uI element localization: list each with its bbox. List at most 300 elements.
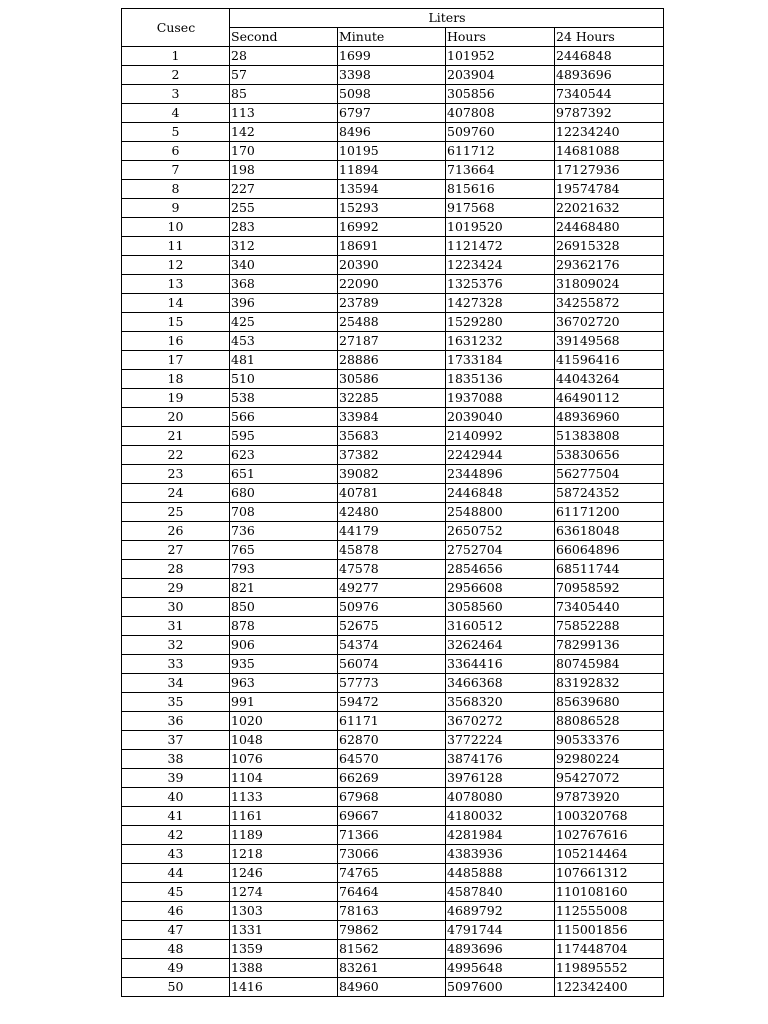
minute-cell: 73066	[338, 845, 446, 864]
cusec-cell: 23	[122, 465, 230, 484]
conversion-table	[121, 8, 664, 997]
hours-cell: 2650752	[446, 522, 555, 541]
day-cell: 56277504	[555, 465, 664, 484]
hours-cell: 1631232	[446, 332, 555, 351]
second-cell: 142	[230, 123, 338, 142]
day-cell: 92980224	[555, 750, 664, 769]
cusec-cell: 8	[122, 180, 230, 199]
cusec-cell: 48	[122, 940, 230, 959]
minute-cell: 67968	[338, 788, 446, 807]
cusec-cell: 18	[122, 370, 230, 389]
day-cell: 48936960	[555, 408, 664, 427]
24-hours-header: 24 Hours	[555, 28, 664, 47]
minute-cell: 27187	[338, 332, 446, 351]
day-cell: 73405440	[555, 598, 664, 617]
cusec-cell: 31	[122, 617, 230, 636]
cusec-cell: 20	[122, 408, 230, 427]
second-cell: 1161	[230, 807, 338, 826]
day-cell: 85639680	[555, 693, 664, 712]
table-row	[122, 845, 664, 864]
minute-cell: 22090	[338, 275, 446, 294]
second-cell: 1189	[230, 826, 338, 845]
minute-cell: 39082	[338, 465, 446, 484]
day-cell: 100320768	[555, 807, 664, 826]
hours-cell: 5097600	[446, 978, 555, 997]
day-cell: 78299136	[555, 636, 664, 655]
cusec-cell: 39	[122, 769, 230, 788]
cusec-cell: 36	[122, 712, 230, 731]
hours-cell: 3364416	[446, 655, 555, 674]
hours-cell: 4995648	[446, 959, 555, 978]
second-cell: 1303	[230, 902, 338, 921]
hours-cell: 4180032	[446, 807, 555, 826]
cusec-cell: 6	[122, 142, 230, 161]
table-row	[122, 921, 664, 940]
table-row	[122, 104, 664, 123]
cusec-cell: 49	[122, 959, 230, 978]
hours-cell: 101952	[446, 47, 555, 66]
second-cell: 538	[230, 389, 338, 408]
cusec-cell: 41	[122, 807, 230, 826]
minute-cell: 78163	[338, 902, 446, 921]
cusec-cell: 22	[122, 446, 230, 465]
cusec-cell: 32	[122, 636, 230, 655]
day-cell: 122342400	[555, 978, 664, 997]
second-cell: 85	[230, 85, 338, 104]
day-cell: 24468480	[555, 218, 664, 237]
day-cell: 97873920	[555, 788, 664, 807]
hours-cell: 2446848	[446, 484, 555, 503]
day-cell: 19574784	[555, 180, 664, 199]
table-row	[122, 522, 664, 541]
table-row	[122, 579, 664, 598]
cusec-cell: 44	[122, 864, 230, 883]
cusec-cell: 17	[122, 351, 230, 370]
hours-cell: 3058560	[446, 598, 555, 617]
table-row	[122, 883, 664, 902]
minute-cell: 59472	[338, 693, 446, 712]
table-row	[122, 66, 664, 85]
table-row	[122, 807, 664, 826]
day-cell: 22021632	[555, 199, 664, 218]
cusec-cell: 11	[122, 237, 230, 256]
second-cell: 57	[230, 66, 338, 85]
minute-cell: 83261	[338, 959, 446, 978]
minute-cell: 56074	[338, 655, 446, 674]
hours-cell: 1223424	[446, 256, 555, 275]
day-cell: 31809024	[555, 275, 664, 294]
cusec-cell: 33	[122, 655, 230, 674]
day-cell: 58724352	[555, 484, 664, 503]
minute-cell: 81562	[338, 940, 446, 959]
cusec-header: Cusec	[122, 9, 230, 47]
cusec-cell: 9	[122, 199, 230, 218]
hours-cell: 2344896	[446, 465, 555, 484]
day-cell: 12234240	[555, 123, 664, 142]
table-row	[122, 712, 664, 731]
second-cell: 198	[230, 161, 338, 180]
cusec-cell: 4	[122, 104, 230, 123]
second-cell: 623	[230, 446, 338, 465]
table-row	[122, 351, 664, 370]
table-row	[122, 731, 664, 750]
table-row	[122, 769, 664, 788]
second-cell: 368	[230, 275, 338, 294]
liters-header: Liters	[230, 9, 664, 28]
cusec-cell: 38	[122, 750, 230, 769]
minute-cell: 44179	[338, 522, 446, 541]
minute-cell: 35683	[338, 427, 446, 446]
second-cell: 850	[230, 598, 338, 617]
minute-cell: 15293	[338, 199, 446, 218]
hours-cell: 3160512	[446, 617, 555, 636]
minute-cell: 1699	[338, 47, 446, 66]
hours-cell: 917568	[446, 199, 555, 218]
second-cell: 651	[230, 465, 338, 484]
hours-cell: 4383936	[446, 845, 555, 864]
minute-cell: 3398	[338, 66, 446, 85]
minute-cell: 49277	[338, 579, 446, 598]
second-header: Second	[230, 28, 338, 47]
table-row	[122, 617, 664, 636]
day-cell: 112555008	[555, 902, 664, 921]
hours-cell: 1835136	[446, 370, 555, 389]
table-row	[122, 408, 664, 427]
table-row	[122, 655, 664, 674]
cusec-cell: 3	[122, 85, 230, 104]
table-row	[122, 560, 664, 579]
table-row	[122, 123, 664, 142]
table-row	[122, 142, 664, 161]
cusec-cell: 15	[122, 313, 230, 332]
day-cell: 29362176	[555, 256, 664, 275]
second-cell: 312	[230, 237, 338, 256]
second-cell: 283	[230, 218, 338, 237]
minute-cell: 54374	[338, 636, 446, 655]
hours-cell: 4893696	[446, 940, 555, 959]
hours-cell: 4689792	[446, 902, 555, 921]
day-cell: 115001856	[555, 921, 664, 940]
cusec-cell: 50	[122, 978, 230, 997]
minute-cell: 66269	[338, 769, 446, 788]
day-cell: 61171200	[555, 503, 664, 522]
hours-cell: 3568320	[446, 693, 555, 712]
minute-cell: 47578	[338, 560, 446, 579]
cusec-cell: 35	[122, 693, 230, 712]
second-cell: 113	[230, 104, 338, 123]
second-cell: 821	[230, 579, 338, 598]
minute-cell: 74765	[338, 864, 446, 883]
table-row	[122, 674, 664, 693]
minute-header: Minute	[338, 28, 446, 47]
hours-cell: 4485888	[446, 864, 555, 883]
cusec-cell: 28	[122, 560, 230, 579]
hours-cell: 4791744	[446, 921, 555, 940]
hours-cell: 2956608	[446, 579, 555, 598]
minute-cell: 18691	[338, 237, 446, 256]
day-cell: 63618048	[555, 522, 664, 541]
cusec-cell: 42	[122, 826, 230, 845]
second-cell: 566	[230, 408, 338, 427]
cusec-cell: 25	[122, 503, 230, 522]
hours-cell: 611712	[446, 142, 555, 161]
second-cell: 991	[230, 693, 338, 712]
day-cell: 34255872	[555, 294, 664, 313]
minute-cell: 30586	[338, 370, 446, 389]
minute-cell: 33984	[338, 408, 446, 427]
table-row	[122, 978, 664, 997]
hours-cell: 2548800	[446, 503, 555, 522]
cusec-cell: 26	[122, 522, 230, 541]
day-cell: 68511744	[555, 560, 664, 579]
second-cell: 1104	[230, 769, 338, 788]
day-cell: 26915328	[555, 237, 664, 256]
table-row	[122, 902, 664, 921]
table-row	[122, 940, 664, 959]
table-row	[122, 541, 664, 560]
table-row	[122, 85, 664, 104]
day-cell: 107661312	[555, 864, 664, 883]
second-cell: 1133	[230, 788, 338, 807]
day-cell: 36702720	[555, 313, 664, 332]
day-cell: 41596416	[555, 351, 664, 370]
day-cell: 119895552	[555, 959, 664, 978]
hours-cell: 2752704	[446, 541, 555, 560]
cusec-cell: 5	[122, 123, 230, 142]
second-cell: 28	[230, 47, 338, 66]
second-cell: 1246	[230, 864, 338, 883]
cusec-cell: 7	[122, 161, 230, 180]
second-cell: 1331	[230, 921, 338, 940]
day-cell: 7340544	[555, 85, 664, 104]
day-cell: 2446848	[555, 47, 664, 66]
day-cell: 39149568	[555, 332, 664, 351]
table-row	[122, 199, 664, 218]
minute-cell: 52675	[338, 617, 446, 636]
cusec-cell: 34	[122, 674, 230, 693]
hours-header: Hours	[446, 28, 555, 47]
second-cell: 680	[230, 484, 338, 503]
minute-cell: 42480	[338, 503, 446, 522]
second-cell: 425	[230, 313, 338, 332]
minute-cell: 69667	[338, 807, 446, 826]
second-cell: 453	[230, 332, 338, 351]
day-cell: 102767616	[555, 826, 664, 845]
minute-cell: 64570	[338, 750, 446, 769]
hours-cell: 3976128	[446, 769, 555, 788]
day-cell: 80745984	[555, 655, 664, 674]
cusec-cell: 46	[122, 902, 230, 921]
second-cell: 1359	[230, 940, 338, 959]
hours-cell: 1019520	[446, 218, 555, 237]
second-cell: 1274	[230, 883, 338, 902]
cusec-cell: 27	[122, 541, 230, 560]
cusec-cell: 37	[122, 731, 230, 750]
hours-cell: 815616	[446, 180, 555, 199]
table-row	[122, 237, 664, 256]
hours-cell: 713664	[446, 161, 555, 180]
second-cell: 396	[230, 294, 338, 313]
day-cell: 88086528	[555, 712, 664, 731]
minute-cell: 37382	[338, 446, 446, 465]
second-cell: 1388	[230, 959, 338, 978]
second-cell: 170	[230, 142, 338, 161]
header-row-group	[122, 9, 664, 28]
second-cell: 1020	[230, 712, 338, 731]
table-row	[122, 636, 664, 655]
day-cell: 51383808	[555, 427, 664, 446]
second-cell: 1076	[230, 750, 338, 769]
hours-cell: 3772224	[446, 731, 555, 750]
second-cell: 793	[230, 560, 338, 579]
hours-cell: 3670272	[446, 712, 555, 731]
day-cell: 83192832	[555, 674, 664, 693]
cusec-cell: 19	[122, 389, 230, 408]
hours-cell: 305856	[446, 85, 555, 104]
day-cell: 117448704	[555, 940, 664, 959]
minute-cell: 62870	[338, 731, 446, 750]
day-cell: 90533376	[555, 731, 664, 750]
hours-cell: 4078080	[446, 788, 555, 807]
minute-cell: 5098	[338, 85, 446, 104]
table-row	[122, 180, 664, 199]
minute-cell: 79862	[338, 921, 446, 940]
table-row	[122, 750, 664, 769]
minute-cell: 76464	[338, 883, 446, 902]
table-row	[122, 693, 664, 712]
day-cell: 66064896	[555, 541, 664, 560]
cusec-cell: 45	[122, 883, 230, 902]
table-row	[122, 47, 664, 66]
minute-cell: 40781	[338, 484, 446, 503]
table-row	[122, 484, 664, 503]
day-cell: 110108160	[555, 883, 664, 902]
cusec-cell: 2	[122, 66, 230, 85]
cusec-cell: 10	[122, 218, 230, 237]
minute-cell: 13594	[338, 180, 446, 199]
second-cell: 1218	[230, 845, 338, 864]
day-cell: 95427072	[555, 769, 664, 788]
minute-cell: 11894	[338, 161, 446, 180]
minute-cell: 8496	[338, 123, 446, 142]
second-cell: 255	[230, 199, 338, 218]
minute-cell: 10195	[338, 142, 446, 161]
minute-cell: 61171	[338, 712, 446, 731]
day-cell: 46490112	[555, 389, 664, 408]
second-cell: 736	[230, 522, 338, 541]
cusec-cell: 1	[122, 47, 230, 66]
minute-cell: 57773	[338, 674, 446, 693]
hours-cell: 3466368	[446, 674, 555, 693]
day-cell: 75852288	[555, 617, 664, 636]
minute-cell: 84960	[338, 978, 446, 997]
minute-cell: 25488	[338, 313, 446, 332]
table-row	[122, 218, 664, 237]
cusec-cell: 43	[122, 845, 230, 864]
table-row	[122, 313, 664, 332]
table-row	[122, 256, 664, 275]
day-cell: 17127936	[555, 161, 664, 180]
day-cell: 53830656	[555, 446, 664, 465]
hours-cell: 1325376	[446, 275, 555, 294]
second-cell: 1416	[230, 978, 338, 997]
second-cell: 1048	[230, 731, 338, 750]
table-row	[122, 275, 664, 294]
hours-cell: 1937088	[446, 389, 555, 408]
minute-cell: 45878	[338, 541, 446, 560]
day-cell: 14681088	[555, 142, 664, 161]
minute-cell: 20390	[338, 256, 446, 275]
table-row	[122, 389, 664, 408]
hours-cell: 1121472	[446, 237, 555, 256]
second-cell: 906	[230, 636, 338, 655]
hours-cell: 4281984	[446, 826, 555, 845]
minute-cell: 32285	[338, 389, 446, 408]
table-row	[122, 465, 664, 484]
second-cell: 765	[230, 541, 338, 560]
table-row	[122, 427, 664, 446]
cusec-cell: 47	[122, 921, 230, 940]
second-cell: 481	[230, 351, 338, 370]
day-cell: 70958592	[555, 579, 664, 598]
table-row	[122, 294, 664, 313]
second-cell: 935	[230, 655, 338, 674]
table-row	[122, 446, 664, 465]
second-cell: 227	[230, 180, 338, 199]
second-cell: 963	[230, 674, 338, 693]
second-cell: 510	[230, 370, 338, 389]
minute-cell: 71366	[338, 826, 446, 845]
cusec-cell: 12	[122, 256, 230, 275]
minute-cell: 6797	[338, 104, 446, 123]
second-cell: 340	[230, 256, 338, 275]
cusec-cell: 24	[122, 484, 230, 503]
second-cell: 878	[230, 617, 338, 636]
hours-cell: 509760	[446, 123, 555, 142]
table-row	[122, 788, 664, 807]
hours-cell: 2039040	[446, 408, 555, 427]
second-cell: 708	[230, 503, 338, 522]
hours-cell: 3262464	[446, 636, 555, 655]
day-cell: 9787392	[555, 104, 664, 123]
minute-cell: 28886	[338, 351, 446, 370]
hours-cell: 2242944	[446, 446, 555, 465]
day-cell: 105214464	[555, 845, 664, 864]
hours-cell: 407808	[446, 104, 555, 123]
cusec-cell: 40	[122, 788, 230, 807]
second-cell: 595	[230, 427, 338, 446]
table-row	[122, 332, 664, 351]
hours-cell: 1529280	[446, 313, 555, 332]
cusec-cell: 14	[122, 294, 230, 313]
table-row	[122, 826, 664, 845]
minute-cell: 23789	[338, 294, 446, 313]
table-row	[122, 503, 664, 522]
hours-cell: 1733184	[446, 351, 555, 370]
table-row	[122, 959, 664, 978]
hours-cell: 3874176	[446, 750, 555, 769]
table-row	[122, 161, 664, 180]
hours-cell: 1427328	[446, 294, 555, 313]
cusec-cell: 13	[122, 275, 230, 294]
table-row	[122, 598, 664, 617]
table-body	[122, 47, 664, 997]
day-cell: 44043264	[555, 370, 664, 389]
hours-cell: 2854656	[446, 560, 555, 579]
cusec-cell: 16	[122, 332, 230, 351]
hours-cell: 203904	[446, 66, 555, 85]
table-row	[122, 864, 664, 883]
